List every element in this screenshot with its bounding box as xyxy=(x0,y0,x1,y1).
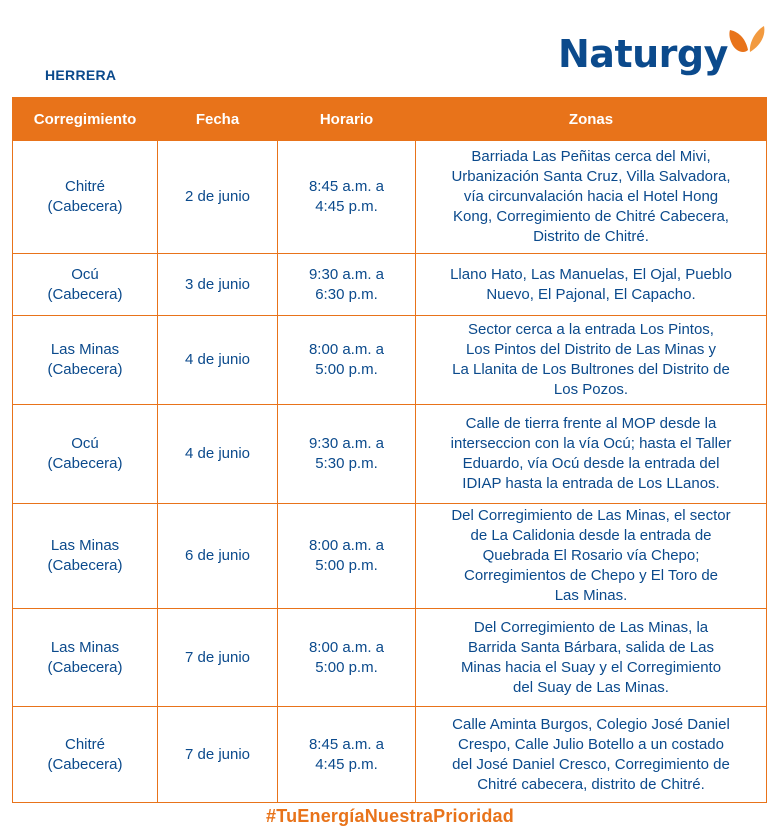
table-row xyxy=(13,707,767,803)
corregimiento-line: Las Minas xyxy=(50,638,120,656)
zonas-line: Crespo, Calle Julio Botello a un costado xyxy=(458,735,724,753)
zonas-line: Distrito de Chitré. xyxy=(533,228,649,245)
zonas-line: Del Corregimiento de Las Minas, el sector xyxy=(451,507,731,524)
zonas-line: de La Calidonia desde la entrada de xyxy=(470,527,712,544)
horario-line: 4:45 p.m. xyxy=(315,198,378,215)
zonas-line: IDIAP hasta la entrada de Los LLanos. xyxy=(462,475,720,492)
hashtag: #TuEnergíaNuestraPrioridad xyxy=(266,806,514,826)
header-zonas: Zonas xyxy=(416,98,767,141)
zonas-line: Sector cerca a la entrada Los Pintos, xyxy=(468,321,714,338)
zonas-line: vía circunvalación hacia el Hotel Hong xyxy=(463,188,719,205)
zonas-line: Quebrada El Rosario vía Chepo; xyxy=(482,547,700,564)
naturgy-logo xyxy=(558,24,768,80)
corregimiento-line: (Cabecera) xyxy=(47,198,123,215)
butterfly-logo-icon xyxy=(726,24,770,68)
horario-cell xyxy=(278,316,416,405)
zonas-line: Nuevo, El Pajonal, El Capacho. xyxy=(486,285,696,303)
zonas-line: Chitré cabecera, distrito de Chitré. xyxy=(477,775,705,793)
corregimiento-cell xyxy=(13,141,158,254)
zonas-line: Calle Aminta Burgos, Colegio José Daniel xyxy=(452,715,730,733)
corregimiento-line: (Cabecera) xyxy=(47,658,123,676)
fecha-cell: 6 de junio xyxy=(158,504,278,609)
corregimiento-line: Chitré xyxy=(64,735,105,753)
zonas-line: Los Pintos del Distrito de Las Minas y xyxy=(465,341,717,358)
zonas-line: Corregimientos de Chepo y El Toro de xyxy=(463,567,719,584)
zonas-line: Barrida Santa Bárbara, salida de Las xyxy=(468,638,714,656)
corregimiento-cell xyxy=(13,609,158,707)
horario-line: 9:30 a.m. a xyxy=(308,435,385,452)
corregimiento-cell xyxy=(13,405,158,504)
corregimiento-cell xyxy=(13,707,158,803)
table-row xyxy=(13,141,767,254)
table-header-row xyxy=(13,98,767,141)
horario-line: 8:45 a.m. a xyxy=(308,735,385,753)
zonas-cell xyxy=(416,141,767,254)
horario-line: 8:00 a.m. a xyxy=(308,537,385,554)
zonas-line: del Suay de Las Minas. xyxy=(513,678,669,696)
table-row xyxy=(13,504,767,609)
horario-line: 4:45 p.m. xyxy=(315,755,378,773)
corregimiento-line: (Cabecera) xyxy=(47,557,123,574)
horario-cell xyxy=(278,504,416,609)
zonas-line: Llano Hato, Las Manuelas, El Ojal, Pueblo xyxy=(450,265,732,283)
fecha-cell: 7 de junio xyxy=(158,609,278,707)
horario-cell xyxy=(278,141,416,254)
horario-line: 9:30 a.m. a xyxy=(308,265,385,283)
table-row xyxy=(13,405,767,504)
horario-cell xyxy=(278,609,416,707)
header-horario: Horario xyxy=(278,98,416,141)
zonas-cell xyxy=(416,254,767,316)
corregimiento-cell xyxy=(13,254,158,316)
zonas-line: Kong, Corregimiento de Chitré Cabecera, xyxy=(453,208,729,225)
table-row xyxy=(13,316,767,405)
horario-line: 5:00 p.m. xyxy=(315,658,378,676)
logo-wordmark: Naturgy xyxy=(558,32,728,76)
header-corregimiento: Corregimiento xyxy=(13,98,158,141)
fecha-cell: 4 de junio xyxy=(158,405,278,504)
zonas-cell xyxy=(416,609,767,707)
horario-cell xyxy=(278,405,416,504)
horario-line: 5:00 p.m. xyxy=(315,557,378,574)
zonas-cell xyxy=(416,504,767,609)
horario-line: 6:30 p.m. xyxy=(315,285,378,303)
zonas-line: Del Corregimiento de Las Minas, la xyxy=(473,618,709,636)
fecha-cell: 7 de junio xyxy=(158,707,278,803)
corregimiento-line: Las Minas xyxy=(50,341,120,358)
corregimiento-line: (Cabecera) xyxy=(47,361,123,378)
region-title: HERRERA xyxy=(45,67,117,83)
zonas-line: Los Pozos. xyxy=(553,381,629,398)
corregimiento-line: (Cabecera) xyxy=(47,285,123,303)
zonas-line: Minas hacia el Suay y el Corregimiento xyxy=(460,658,722,676)
corregimiento-cell xyxy=(13,504,158,609)
horario-line: 5:00 p.m. xyxy=(315,361,378,378)
fecha-cell: 2 de junio xyxy=(158,141,278,254)
horario-cell xyxy=(278,254,416,316)
corregimiento-line: (Cabecera) xyxy=(47,755,123,773)
zonas-line: del José Daniel Cresco, Corregimiento de xyxy=(452,755,730,773)
horario-line: 8:00 a.m. a xyxy=(308,638,385,656)
zonas-line: Urbanización Santa Cruz, Villa Salvadora, xyxy=(451,168,731,185)
table-row xyxy=(13,254,767,316)
corregimiento-line: (Cabecera) xyxy=(47,455,123,472)
zonas-line: Calle de tierra frente al MOP desde la xyxy=(465,415,717,432)
corregimiento-cell xyxy=(13,316,158,405)
zonas-line: La Llanita de Los Bultrones del Distrito de xyxy=(452,361,730,378)
horario-cell xyxy=(278,707,416,803)
fecha-cell: 3 de junio xyxy=(158,254,278,316)
zonas-cell xyxy=(416,405,767,504)
zonas-cell xyxy=(416,316,767,405)
corregimiento-line: Ocú xyxy=(71,435,99,452)
schedule-table xyxy=(12,97,767,803)
zonas-line: interseccion con la vía Ocú; hasta el Taller xyxy=(450,435,732,452)
corregimiento-line: Ocú xyxy=(71,265,99,283)
horario-line: 8:45 a.m. a xyxy=(308,178,385,195)
horario-line: 8:00 a.m. a xyxy=(308,341,385,358)
horario-line: 5:30 p.m. xyxy=(315,455,378,472)
corregimiento-line: Las Minas xyxy=(50,537,120,554)
zonas-line: Las Minas. xyxy=(554,587,628,604)
zonas-line: Barriada Las Peñitas cerca del Mivi, xyxy=(471,148,711,165)
header-fecha: Fecha xyxy=(158,98,278,141)
fecha-cell: 4 de junio xyxy=(158,316,278,405)
corregimiento-line: Chitré xyxy=(64,178,105,195)
zonas-cell xyxy=(416,707,767,803)
zonas-line: Eduardo, vía Ocú desde la entrada del xyxy=(462,455,720,472)
table-row xyxy=(13,609,767,707)
